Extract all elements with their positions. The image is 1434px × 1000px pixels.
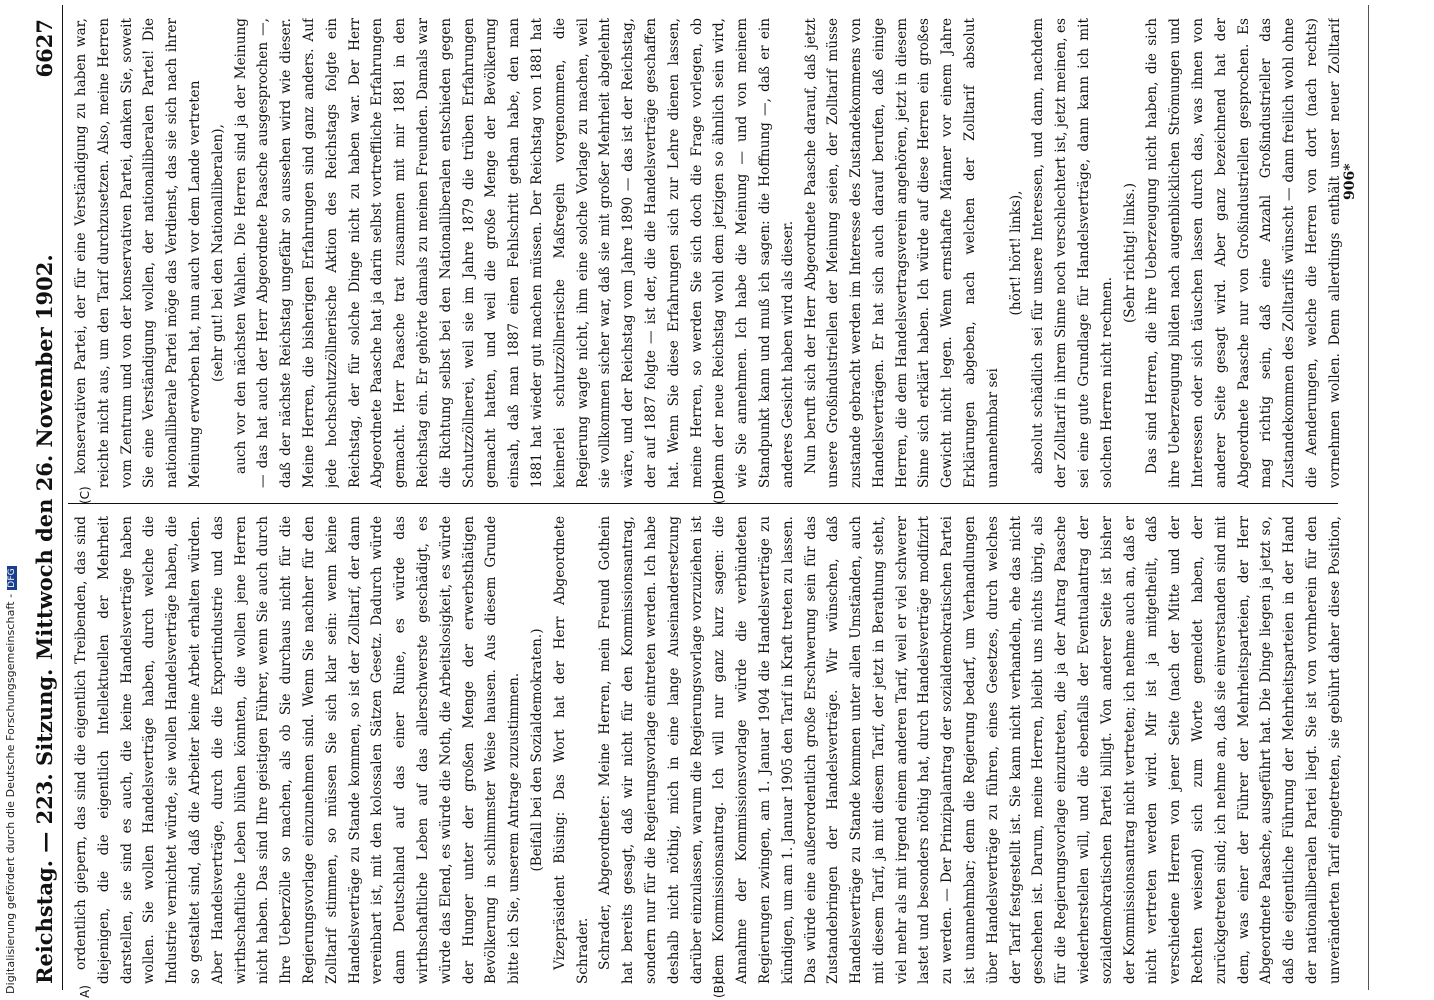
paragraph: auch vor den nächsten Wahlen. Die Herren sind ja der Meinung — das hat auch der Herr Abgeordnete Paasche ausgesprochen —, daß der nächste Reichstag ungefähr so aussehen wird wie dieser. Meine Herren, die bisherigen Erfahrungen sind ganz anders. Auf jede hochschutzzöllnerische Aktion des Reichstags folgte ein Reichstag, der für solche Dinge nicht zu haben war. Der Herr Abgeordnete Paasche hat ja darin selbst vortreffliche Erfahrungen gemacht. Herr Paasche trat zusammen mit mir 1881 in den Reichstag ein. Er gehörte damals zu meinen Freunden. Damals war die Richtung selbst bei den Nationalliberalen entschieden gegen Schutzzöllnerei, weil sie im Jahre 1879 die trüben Erfahrungen gemacht hatten, und weil die große Menge der Bevölkerung einsah, daß man 1887 einen Fehlschritt gethan habe, den man 1881 hat wieder gut machen müssen. Der Reichstag von 1881 hat keinerlei schutzzöllnerische Maßregeln vorgenommen, die Regierung wagte nicht, ihm eine solche Vorlage zu machen, weil sie vollkommen sicher war, daß sie mit großer Mehrheit abgelehnt wäre, und der Reichstag vom Jahre 1890 — das ist der Reichstag, der auf 1887 folgte — ist der, die die Handelsverträge geschaffen hat. Wenn Sie diese Erfahrungen sich zur Lehre dienen lassen, meine Herren, so werden Sie sich doch die Frage vorlegen, ob denn der neue Reichstag wohl dem jetzigen so ähnlich sein wird, wie Sie annehmen. Ich habe die Meinung — und von meinem Standpunkt kann und muß ich sagen: die Hoffnung —, daß er ein anderes Gesicht haben wird als dieser. — [232, 18, 796, 488]
margin-marker-b: (B) — [712, 980, 726, 998]
column-divider — [68, 503, 1338, 504]
paragraph: absolut schädlich sei für unsere Interessen, und dann, nachdem der Zolltarif in ihrem Sinne noch verschlechtert ist, jetzt meinen, es sei eine gute Grundlage für Handelsverträge, dann kann ich mit solchen Herren nicht rechnen. — [1030, 18, 1115, 488]
stage-direction: (Sehr richtig! links.) — [1121, 182, 1138, 324]
funding-text: Digitalisierung gefördert durch die Deutsche Forschungsgemeinschaft - — [4, 593, 17, 994]
page-header — [28, 5, 62, 990]
header-session: Reichstag. — 223. Sitzung. — [32, 668, 57, 984]
paragraph: Das sind Herren, die ihre Ueberzeugung nicht haben, die sich ihre Ueberzeugung bilden nach augenblicklichen Strömungen und Interessen oder sich täuschen lassen durch das, was ihnen von anderer Seite gesagt wird. Aber ganz bezeichnend hat der Abgeordnete Paasche nur von Großindustriellen gesprochen. Es mag richtig sein, daß eine Anzahl Großindustrieller das Zustandekommen des Zolltarifs wünscht — dann freilich wohl ohne die Aenderungen, welche die Herren von dort (nach rechts) vornehmen wollen. Denn allerdings enthält unser neuer Zolltarif — [1144, 18, 1343, 488]
page-number: 6627 — [32, 19, 57, 78]
digitization-note — [4, 14, 17, 994]
dfg-logo: DFG — [7, 568, 17, 588]
header-rule — [62, 5, 63, 990]
stage-direction: (Beifall bei den Sozialdemokraten.) — [528, 628, 545, 872]
margin-marker-c: (C) — [78, 486, 92, 504]
left-column — [70, 516, 1345, 984]
paragraph: Nun beruft sich der Herr Abgeordnete Paasche darauf, daß jetzt unsere Großindustriellen der Meinung seien, der Zolltarif müsse zustande gebracht werden im Interesse des Zustandekommens von Handelsverträgen. Er hat sich auch darauf berufen, daß einige Herren, die dem Handelsvertragsverein angehören, jetzt in diesem Sinne sich erklärt haben. Ich würde auf diese Herren ein großes Gewicht nicht legen. Wenn ernsthafte Männer vor einem Jahre Erklärungen abgeben, nach welchen der Zolltarif absolut unannehmbar sei — [802, 18, 1001, 488]
stage-direction: (sehr gut! bei den Nationalliberalen), — [209, 124, 226, 382]
paragraph: konservativen Partei, der für eine Verständigung zu haben war, reichte nicht aus, um den Tarif durchzusetzen. Also, meine Herren vom Zentrum und von der konservativen Partei, danken Sie, soweit Sie eine Verständigung wollen, der nationalliberalen Partei! Die nationalliberale Partei möge das Verdienst, das sie sich nach ihrer Meinung erworben hat, nun auch vor dem Lande vertreten — [73, 18, 203, 488]
footer-rule — [1368, 5, 1369, 990]
header-date: Mittwoch den 26. November 1902. — [32, 254, 57, 660]
paragraph: ordentlich giepern, das sind die eigentlich Treibenden, das sind diejenigen, die die eigentlich Intellektuellen der Mehrheit darstellen, sie sind es auch, die keine Handelsverträge haben wollen. Sie wollen Handelsverträge haben, durch welche die Industrie vernichtet würde, sie wollen Handelsverträge haben, die so gestaltet sind, daß die Arbeiter keine Arbeit erhalten würden. Aber Handelsverträge, durch die die Exportindustrie und das wirthschaftliche Leben blühen könnten, die wollen jene Herren nicht haben. Das sind Ihre geistigen Führer, wenn Sie auch durch Ihre Ueberzölle so machen, als ob Sie durchaus nicht für die Regierungsvorlage einzunehmen sind. Wenn Sie nachher für den Zolltarif stimmen, so müssen Sie sich klar sein: wenn keine Handelsverträge zu Stande kommen, so ist der Zolltarif, der dann vereinbart ist, mit den kolossalen Sätzen Gesetz. Dadurch würde dann Deutschland auf das einer Ruine, es würde das wirthschaftliche Leben auf das allerschwerste geschädigt, es würde das Elend, es würde die Noth, die Arbeitslosigkeit, es würde der Hunger unter der großen Menge der erwerbsthätigen Bevölkerung in schlimmster Weise hausen. Aus diesem Grunde bitte ich Sie, unserem Antrage zuzustimmen. — [73, 516, 523, 984]
paragraph: Schrader, Abgeordneter: Meine Herren, mein Freund Gothein hat bereits gesagt, daß wir nicht für den Kommissionsantrag, sondern nur für die Regierungsvorlage eintreten werden. Ich habe deshalb nicht nöthig, mich in eine lange Auseinandersetzung darüber einzulassen, warum die Regierungsvorlage vorzuziehen ist dem Kommissionsantrag. Ich will nur ganz kurz sagen: die Annahme der Kommissionsvorlage würde die verbündeten Regierungen zwingen, am 1. Januar 1904 die Handelsverträge zu kündigen, um am 1. Januar 1905 den Tarif in Kraft treten zu lassen. Das würde eine außerordentlich große Erschwerung sein für das Zustandebringen der Handelsverträge. Wir wünschen, daß Handelsverträge zu Stande kommen unter allen Umständen, auch mit diesem Tarif, ja mit diesem Tarif, der jetzt in Berathung steht, viel mehr als mit irgend einem anderen Tarif, weil er viel schwerer lastet und besonders nöthig hat, durch Handelsverträge modifizirt zu werden. — Der Prinzipalantrag der sozialdemokratischen Partei ist unannehmbar; denn die Regierung bedarf, um Verhandlungen über Handelsverträge zu führen, eines Gesetzes, durch welches der Tarif festgestellt ist. Sie kann nicht verhandeln, ehe das nicht geschehen ist. Darum, meine Herren, bleibt uns nichts übrig, als für die Regierungsvorlage einzutreten, die ja der Antrag Paasche wiederherstellen will, und die ebenfalls der Eventualantrag der sozialdemokratischen Partei billigt. Von anderer Seite ist bisher der Kommissionsantrag nicht vertreten; ich nehme auch an, daß er nicht vertreten werden wird. Mir ist ja mitgetheilt, daß verschiedene Herren von jener Seite (nach der Mitte und der Rechten weisend) sich zum Worte gemeldet haben, der zurückgetreten sind; ich nehme an, daß sie einverstanden sind mit dem, was einer der Führer der Mehrheitsparteien, der Herr Abgeordnete Paasche, ausgeführt hat. Die Dinge liegen ja jetzt so, daß die eigentliche Führung der Mehrheitsparteien in der Hand der nationalliberalen Partei liegt. Sie ist von vornherein für den unveränderten Tarif eingetreten, sie gebührt daher diese Position, — [597, 516, 1343, 984]
margin-marker-a: A) — [78, 985, 92, 998]
sheet-number: 906* — [1342, 163, 1358, 200]
paragraph: Vizepräsident Büsing: Das Wort hat der Herr Abgeordnete Schrader. — [551, 516, 591, 984]
stage-direction: (hört! hört! links), — [1007, 190, 1024, 316]
margin-marker-d: (D) — [712, 485, 726, 504]
right-column — [70, 18, 1345, 488]
